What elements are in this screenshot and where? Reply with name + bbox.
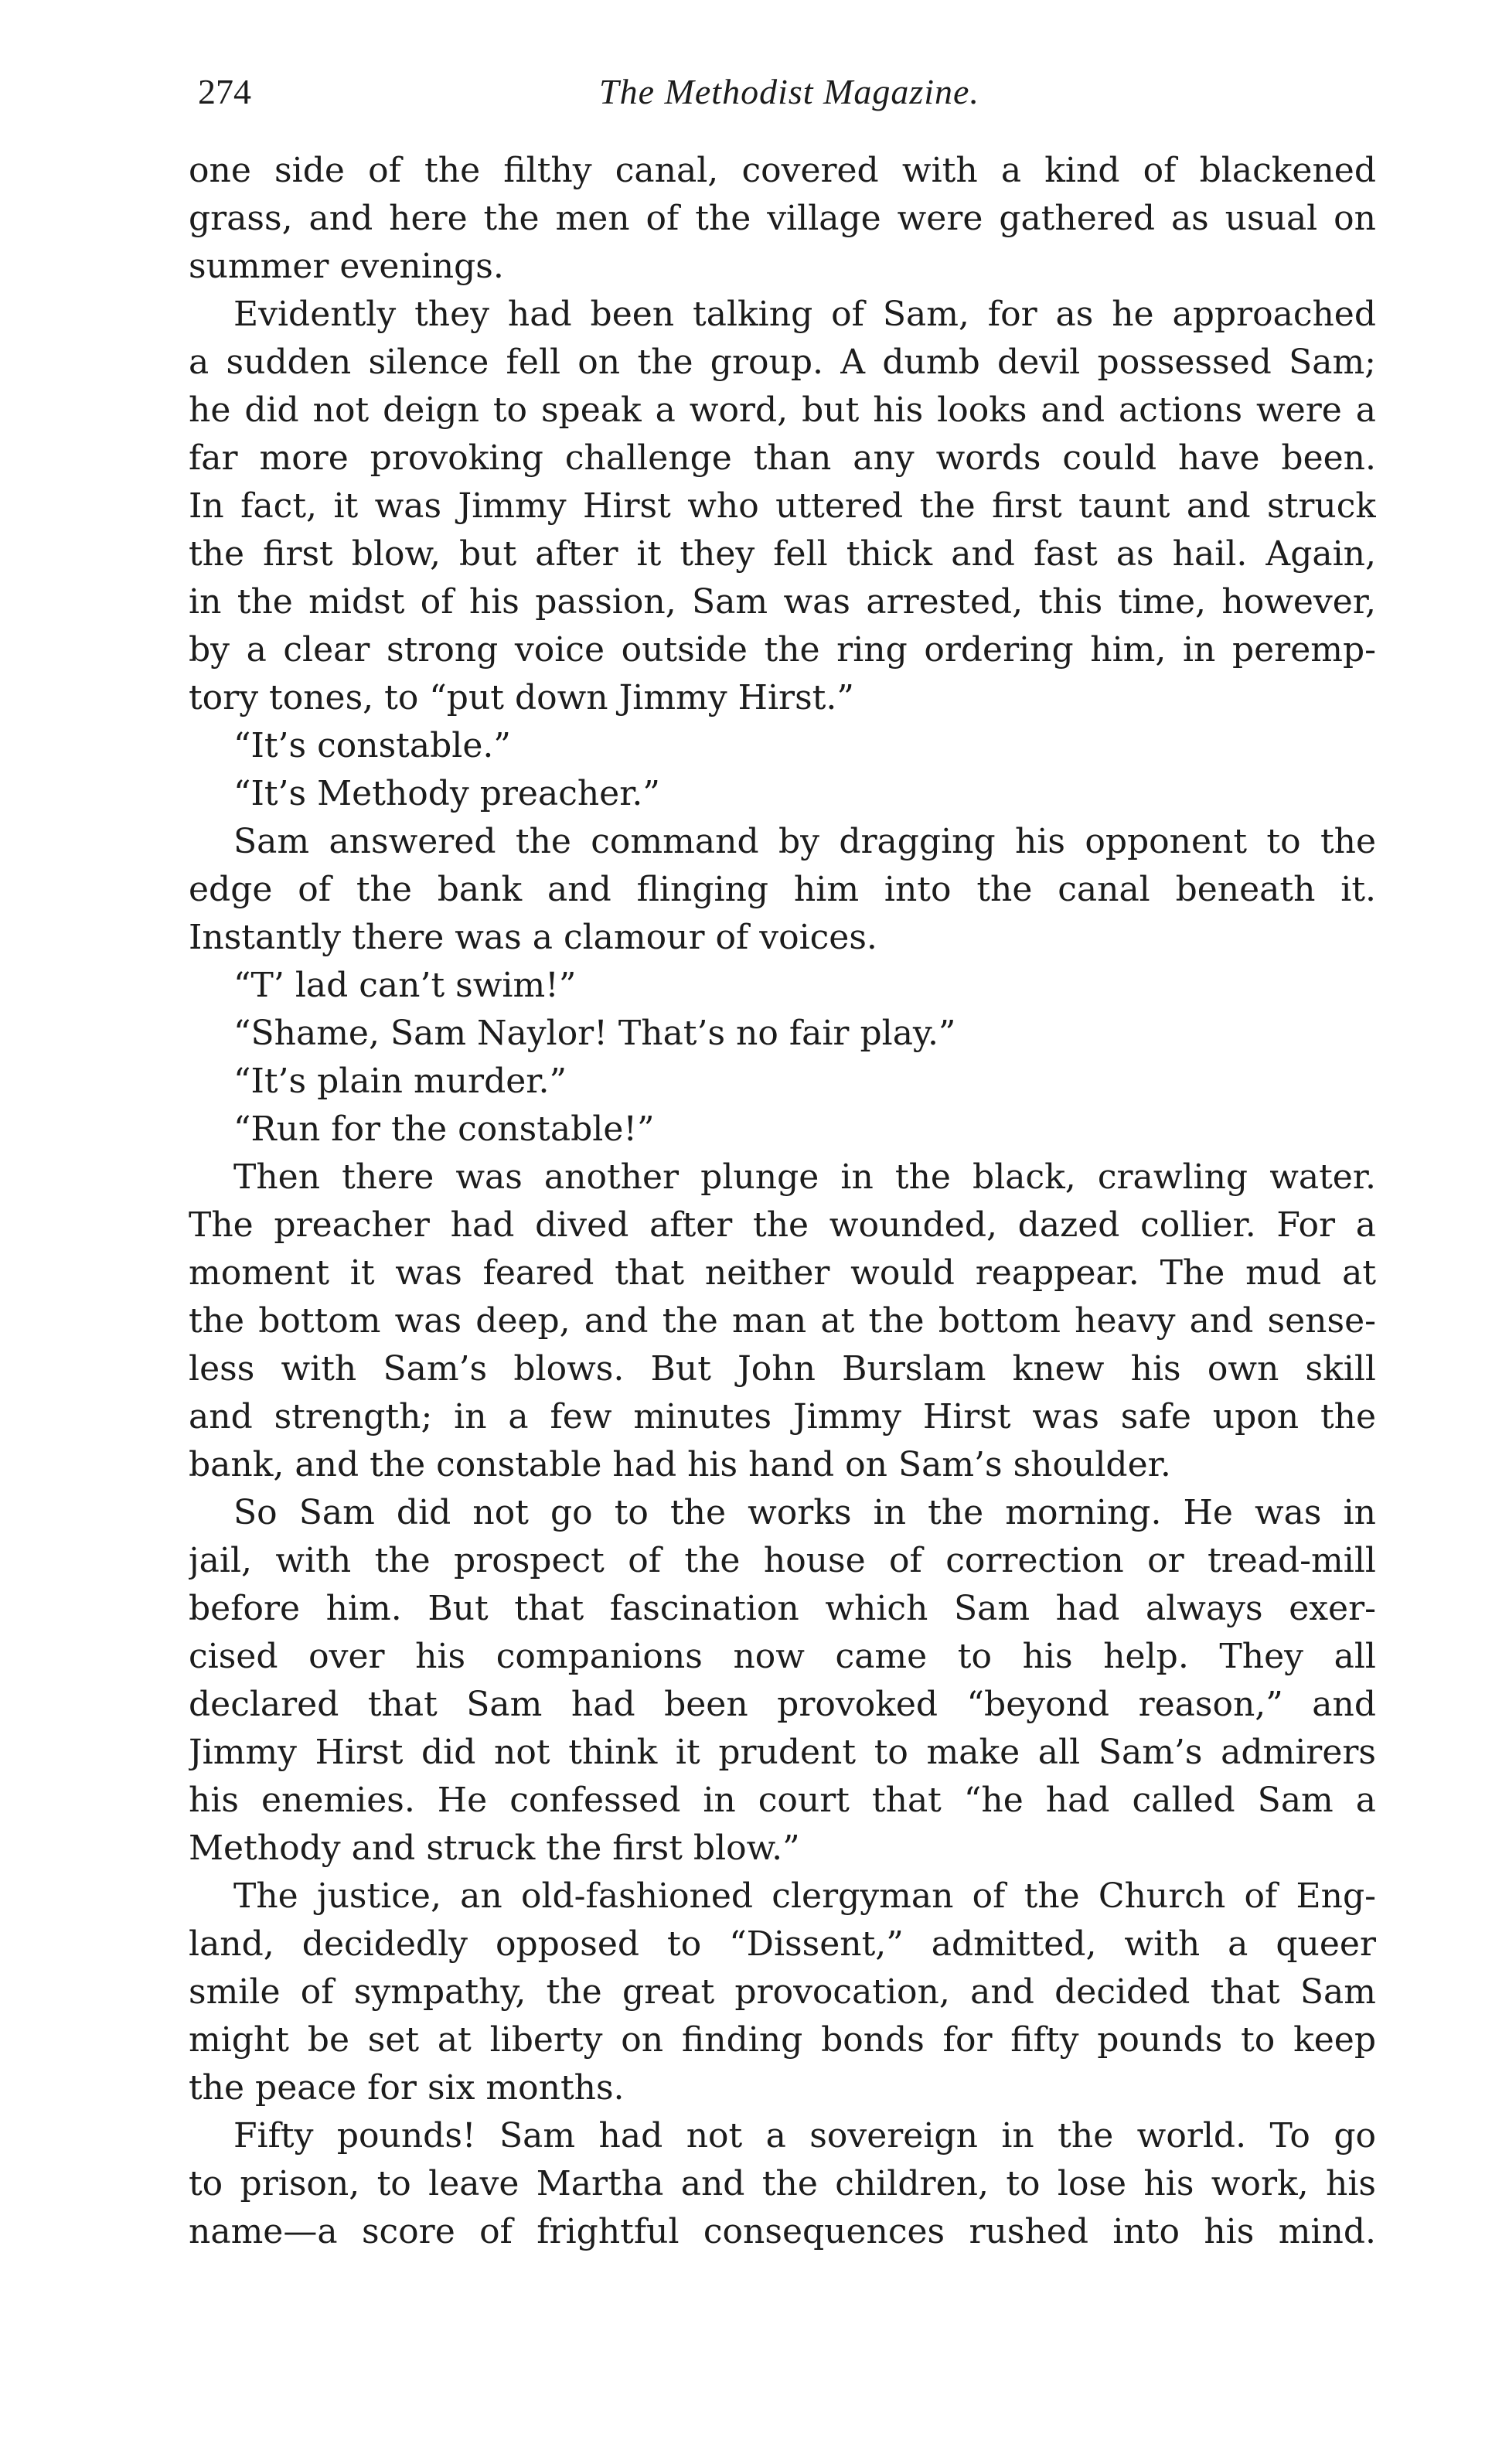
- text-line: “Shame, Sam Naylor! That’s no fair play.”: [233, 1014, 956, 1053]
- text-line: name—a score of frightful consequences rushed into his mind.: [189, 2212, 1376, 2251]
- text-line: Instantly there was a clamour of voices.: [189, 918, 877, 957]
- text-line: declared that Sam had been provoked “beyond reason,” and: [189, 1685, 1376, 1724]
- body-text: [189, 147, 1376, 2256]
- text-line: Jimmy Hirst did not think it prudent to make all Sam’s admirers: [189, 1733, 1376, 1772]
- text-line: and strength; in a few minutes Jimmy Hirst was safe upon the: [189, 1397, 1376, 1436]
- text-line: moment it was feared that neither would reappear. The mud at: [189, 1253, 1376, 1293]
- text-line: summer evenings.: [189, 247, 504, 286]
- text-line: less with Sam’s blows. But John Burslam knew his own skill: [189, 1349, 1376, 1389]
- text-line: “It’s Methody preacher.”: [233, 774, 660, 813]
- text-line: one side of the filthy canal, covered with a kind of blackened: [189, 151, 1376, 190]
- text-line: land, decidedly opposed to “Dissent,” admitted, with a queer: [189, 1924, 1376, 1964]
- text-line: by a clear strong voice outside the ring ordering him, in peremp-: [189, 630, 1376, 670]
- text-line: Sam answered the command by dragging his opponent to the: [233, 822, 1376, 861]
- text-line: Fifty pounds! Sam had not a sovereign in the world. To go: [233, 2116, 1376, 2156]
- page-header: [198, 71, 1381, 125]
- text-line: So Sam did not go to the works in the morning. He was in: [233, 1493, 1376, 1532]
- text-line: “It’s plain murder.”: [233, 1062, 567, 1101]
- text-line: In fact, it was Jimmy Hirst who uttered the first taunt and struck: [189, 486, 1376, 526]
- text-line: Then there was another plunge in the black, crawling water.: [233, 1157, 1376, 1197]
- text-line: The justice, an old-fashioned clergyman of the Church of Eng-: [233, 1876, 1376, 1916]
- text-line: “It’s constable.”: [233, 726, 511, 765]
- text-line: “Run for the constable!”: [233, 1109, 655, 1149]
- text-line: bank, and the constable had his hand on Sam’s shoulder.: [189, 1445, 1171, 1484]
- text-line: to prison, to leave Martha and the children, to lose his work, his: [189, 2164, 1376, 2203]
- text-line: The preacher had dived after the wounded, dazed collier. For a: [189, 1205, 1376, 1245]
- text-line: a sudden silence fell on the group. A dumb devil possessed Sam;: [189, 343, 1376, 382]
- text-line: Evidently they had been talking of Sam, for as he approached: [233, 295, 1376, 334]
- text-line: the peace for six months.: [189, 2068, 625, 2108]
- text-line: the first blow, but after it they fell thick and fast as hail. Again,: [189, 534, 1376, 574]
- text-line: Methody and struck the first blow.”: [189, 1828, 800, 1868]
- text-line: “T’ lad can’t swim!”: [233, 966, 577, 1005]
- running-title: The Methodist Magazine.: [599, 72, 979, 111]
- text-line: might be set at liberty on finding bonds for fifty pounds to keep: [189, 2020, 1376, 2060]
- page-number: 274: [198, 72, 251, 111]
- text-line: tory tones, to “put down Jimmy Hirst.”: [189, 678, 854, 717]
- text-line: edge of the bank and flinging him into the canal beneath it.: [189, 870, 1376, 909]
- text-line: the bottom was deep, and the man at the bottom heavy and sense-: [189, 1301, 1376, 1341]
- text-line: in the midst of his passion, Sam was arrested, this time, however,: [189, 582, 1376, 622]
- text-line: he did not deign to speak a word, but his looks and actions were a: [189, 390, 1376, 430]
- text-line: far more provoking challenge than any words could have been.: [189, 438, 1376, 478]
- text-line: grass, and here the men of the village were gathered as usual on: [189, 199, 1376, 238]
- text-line: before him. But that fascination which Sam had always exer-: [189, 1589, 1376, 1628]
- text-line: cised over his companions now came to his help. They all: [189, 1637, 1376, 1676]
- text-line: jail, with the prospect of the house of correction or tread-mill: [189, 1541, 1376, 1580]
- text-line: smile of sympathy, the great provocation, and decided that Sam: [189, 1972, 1376, 2012]
- text-line: his enemies. He confessed in court that “he had called Sam a: [189, 1781, 1376, 1820]
